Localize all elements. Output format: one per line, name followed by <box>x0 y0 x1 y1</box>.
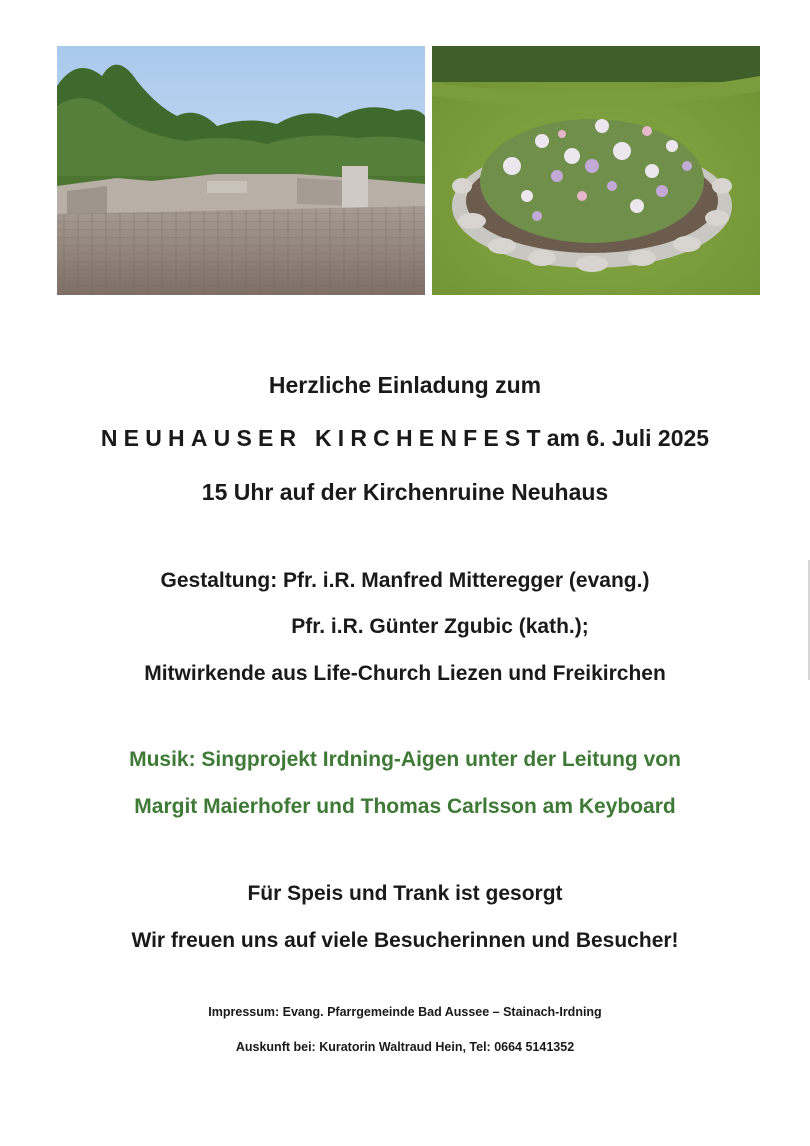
event-time-place: 15 Uhr auf der Kirchenruine Neuhaus <box>201 479 609 505</box>
church-ruin-photo <box>57 46 425 295</box>
organizer-line-1: Gestaltung: Pfr. i.R. Manfred Mitteregger (evang.) <box>160 569 650 592</box>
impressum-line: Impressum: Evang. Pfarrgemeinde Bad Aussee – Stainach-Irdning <box>208 1005 602 1019</box>
event-name: NEUHAUSER KIRCHENFEST <box>100 425 547 451</box>
invitation-intro: Herzliche Einladung zum <box>268 372 542 398</box>
music-line-2: Margit Maierhofer und Thomas Carlsson am Keyboard <box>134 795 676 818</box>
organizer-line-3: Mitwirkende aus Life-Church Liezen und Freikirchen <box>144 662 666 685</box>
closing-line-2: Wir freuen uns auf viele Besucherinnen und Besucher! <box>131 929 679 952</box>
flower-bed-photo <box>432 46 760 295</box>
closing-line-1: Für Speis und Trank ist gesorgt <box>247 882 563 905</box>
music-line-1: Musik: Singprojekt Irdning-Aigen unter der Leitung von <box>129 748 681 771</box>
contact-line: Auskunft bei: Kuratorin Waltraud Hein, Tel: 0664 5141352 <box>235 1040 575 1054</box>
event-date: am 6. Juli 2025 <box>546 425 710 451</box>
organizer-line-2: Pfr. i.R. Günter Zgubic (kath.); <box>291 615 589 638</box>
event-title-line <box>0 425 810 452</box>
